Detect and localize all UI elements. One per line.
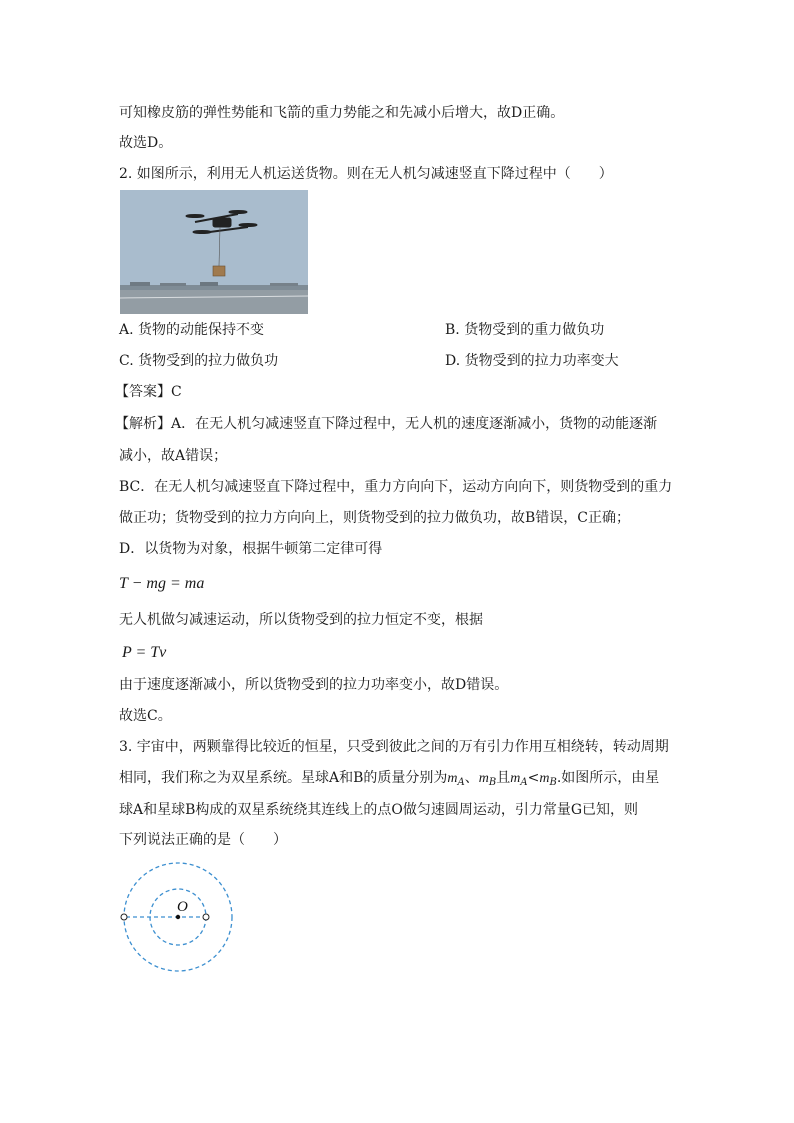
star-b [203,914,209,920]
drone-image [120,190,308,314]
analysis-line: 减小，故A错误； [119,448,228,464]
question-3-stem: 相同，我们称之为双星系统。星球A和B的质量分别为$m_A$、$m_B$且$m_A<m_B$.如图所示，由星 [119,770,660,788]
star-a [121,914,127,920]
analysis-line: 【解析】A．在无人机匀减速竖直下降过程中，无人机的速度逐渐减小，货物的动能逐渐 [115,416,658,432]
option-c: C. 货物受到的拉力做负功 [119,353,279,369]
answer-value: C [171,384,182,400]
conclusion-line: 故选C。 [119,708,172,724]
cargo-box-icon [213,266,225,276]
option-a: A. 货物的动能保持不变 [119,322,265,338]
analysis-label: 【解析】 [115,416,171,432]
analysis-line: BC．在无人机匀减速竖直下降过程中，重力方向向下，运动方向向下，则货物受到的重力 [119,479,673,495]
analysis-line: 由于速度逐渐减小，所以货物受到的拉力功率变小，故D错误。 [119,677,509,693]
text-line: 故选D。 [119,135,173,151]
answer-label: 【答案】 [115,384,171,400]
analysis-line: D．以货物为对象，根据牛顿第二定律可得 [119,541,383,557]
analysis-line: 无人机做匀减速运动，所以货物受到的拉力恒定不变，根据 [119,612,483,628]
question-3-stem: 球A和星球B构成的双星系统绕其连线上的点O做匀速圆周运动，引力常量G已知，则 [119,802,639,818]
question-3-stem: 3. 宇宙中，两颗靠得比较近的恒星，只受到彼此之间的万有引力作用互相绕转，转动周期 [119,739,669,755]
option-d: D. 货物受到的拉力功率变大 [445,353,619,369]
center-point [176,915,180,919]
question-2-stem: 2. 如图所示，利用无人机运送货物。则在无人机匀减速竖直下降过程中（ ） [119,166,613,182]
question-3-stem: 下列说法正确的是（ ） [119,832,287,848]
option-b: B. 货物受到的重力做负功 [445,322,605,338]
answer-line [115,382,182,402]
drone-photo [120,190,308,314]
equation-newton: T − mg = ma [119,575,205,592]
equation-power: P = Tv [122,644,167,661]
center-label: O [177,899,188,915]
binary-star-diagram [118,860,238,976]
analysis-line: 做正功；货物受到的拉力方向向上，则货物受到的拉力做负功，故B错误，C正确； [119,510,630,526]
text-line: 可知橡皮筋的弹性势能和飞箭的重力势能之和先减小后增大，故D正确。 [119,105,565,121]
